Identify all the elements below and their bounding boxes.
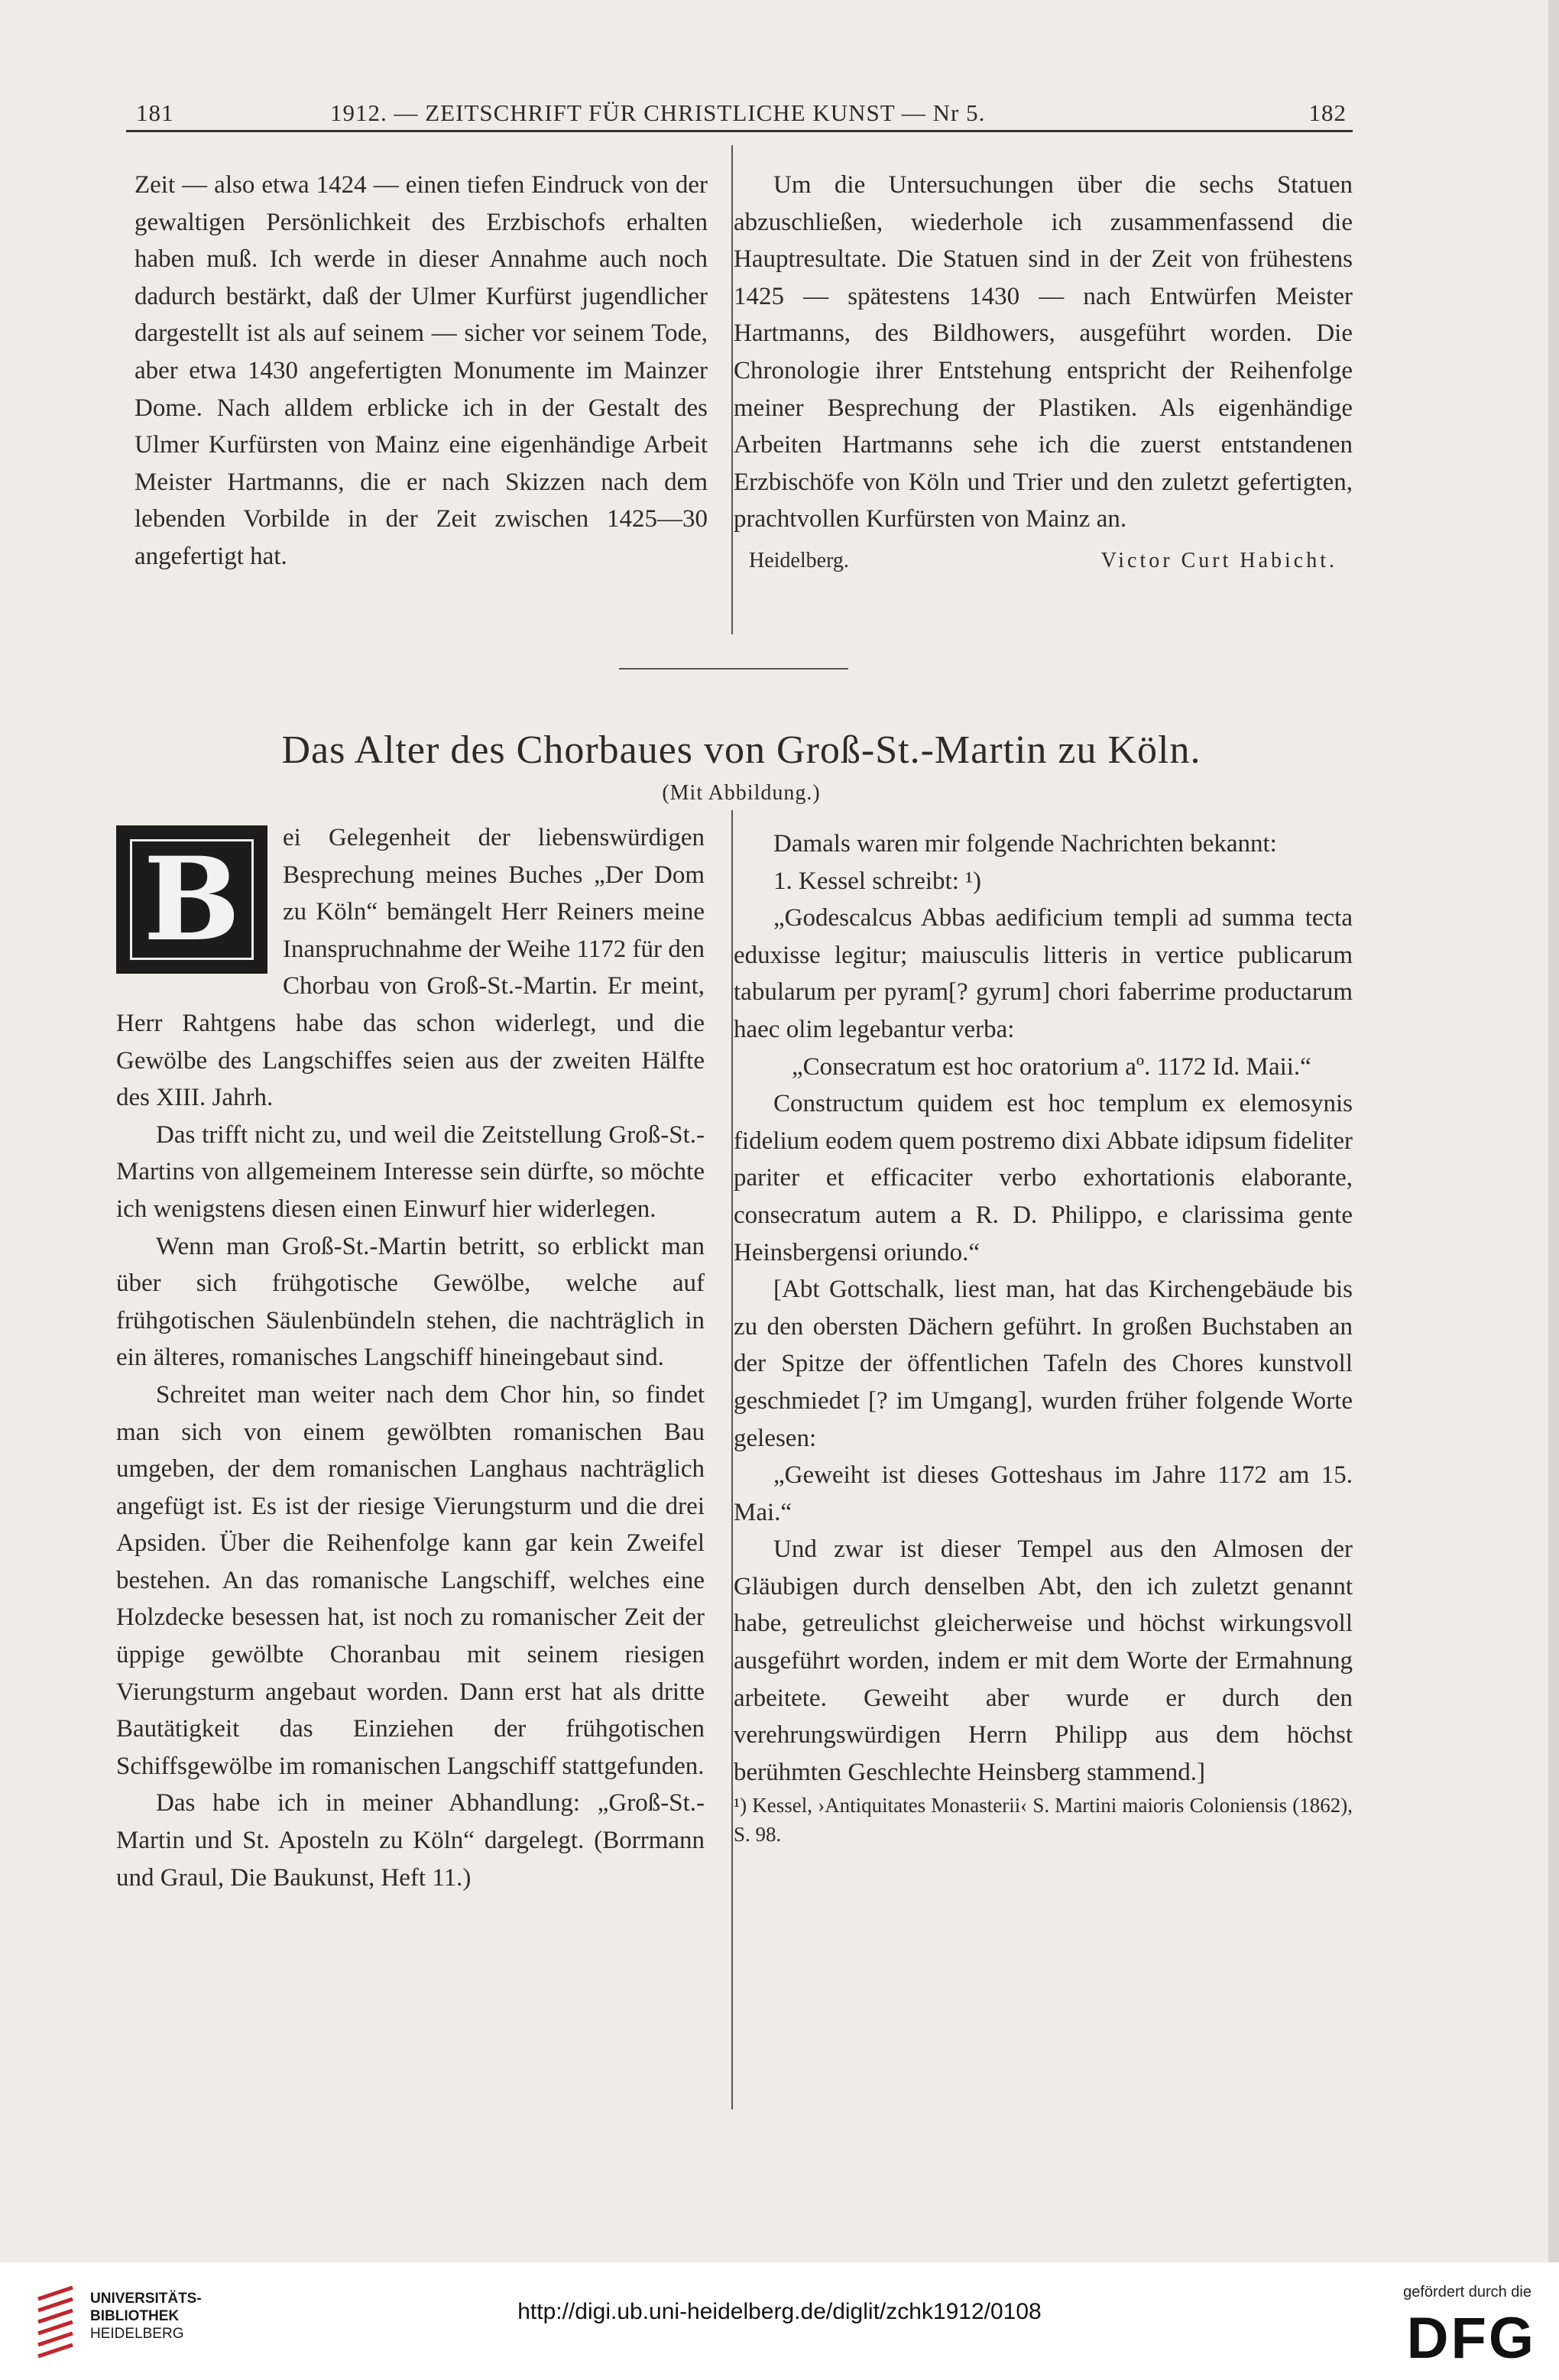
signature xyxy=(734,543,1353,580)
paragraph: Schreitet man weiter nach dem Chor hin, so findet man sich von einem gewölbten romanischen Bau umgeben, der dem romanischen Langhaus nachträglich angefügt ist. Es ist der riesige Vierungsturm und die drei Apsiden. Über die Reihenfolge kann gar kein Zweifel bestehen. An das romanische Langschiff, welches eine Holzdecke besessen hat, ist noch zu romanischer Zeit der üppige gewölbte Choranbau mit seinem riesigen Vierungsturm angebaut worden. Dann erst hat als dritte Bautätigkeit das Einziehen der frühgotischen Schiffsgewölbe im romanischen Langschiff stattgefunden. xyxy=(116,1380,705,1780)
footnote: ¹) Kessel, ›Antiquitates Monasterii‹ S. Martini maioris Coloniensis (1862), S. 98. xyxy=(734,1794,1353,1847)
paragraph: „Godescalcus Abbas aedificium templi ad summa tecta eduxisse legitur; maiusculis litteris in vertice publicarum tabularum per pyram[? gyrum] chori faberrime productarum haec olim legebantur verba: xyxy=(734,904,1353,1043)
dropcap-initial xyxy=(116,825,267,974)
library-name: UNIVERSITÄTS- BIBLIOTHEK HEIDELBERG xyxy=(90,2291,202,2342)
funding-label: gefördert durch die xyxy=(1403,2284,1531,2301)
signature-place: Heidelberg. xyxy=(749,548,849,572)
digitization-footer xyxy=(0,2262,1559,2380)
article-right-column xyxy=(734,825,1353,1849)
paragraph: 1. Kessel schreibt: ¹) xyxy=(773,867,981,895)
source-url[interactable]: http://digi.ub.uni-heidelberg.de/diglit/zchk1912/0108 xyxy=(517,2299,1042,2324)
paragraph: Damals waren mir folgende Nachrichten bekannt: xyxy=(773,830,1277,858)
paragraph: [Abt Gottschalk, liest man, hat das Kirchengebäude bis zu den obersten Dächern geführt. In großen Buchstaben an der Spitze der öffentlichen Tafeln des Chores kunstvoll geschmiedet [? im Umgang], wurden früher folgende Worte gelesen: xyxy=(734,1276,1353,1452)
paragraph: Das habe ich in meiner Abhandlung: „Groß-St.-Martin und St. Aposteln zu Köln“ dargelegt. (Borrmann und Graul, Die Baukunst, Heft 11.) xyxy=(116,1789,705,1892)
article-left-column xyxy=(116,819,705,1896)
paragraph: „Geweiht ist dieses Gotteshaus im Jahre 1172 am 15. Mai.“ xyxy=(734,1461,1353,1526)
page-edge xyxy=(1548,0,1559,2262)
column-divider-bottom xyxy=(731,810,733,2109)
article-title: Das Alter des Chorbaues von Groß-St.-Martin zu Köln. xyxy=(281,728,1201,772)
paragraph: Wenn man Groß-St.-Martin betritt, so erblickt man über sich frühgotische Gewölbe, welche auf frühgotischen Säulenbündeln stehen, die nachträglich in ein älteres, romanisches Langschiff hineingebaut sind. xyxy=(116,1232,705,1372)
dropcap-frame xyxy=(130,832,254,967)
paragraph: Und zwar ist dieser Tempel aus den Almosen der Gläubigen durch denselben Abt, den ich zuletzt genannt habe, getreulichst gleicherweise und höchst wirkungsvoll ausgeführt worden, indem er mit dem Worte der Ermahnung arbeitete. Geweiht aber wurde er durch den verehrungswürdigen Herrn Philipp aus dem höchst berühmten Geschlechte Heinsberg stammend.] xyxy=(734,1535,1353,1786)
running-header xyxy=(130,93,1353,131)
dfg-logo: DFG xyxy=(1406,2306,1536,2371)
dropcap-letter: B xyxy=(143,832,241,967)
column-divider-top xyxy=(731,145,733,634)
paragraph: Constructum quidem est hoc templum ex elemosynis fidelium eodem quem postremo dixi Abbate idipsum fideliter pariter et efficaciter verbo exhortationis elaborante, consecratum autem a R. D. Philippo, e clarissima gente Heinsbergensi oriundo.“ xyxy=(734,1090,1353,1266)
page-number-left: 181 xyxy=(136,99,174,126)
header-rule xyxy=(126,130,1353,132)
signature-author: Victor Curt Habicht. xyxy=(1100,548,1337,572)
paragraph: Zeit — also etwa 1424 — einen tiefen Eindruck von der gewaltigen Persönlichkeit des Erzbischofs erhalten haben muß. Ich werde in dieser Annahme auch noch dadurch bestärkt, daß der Ulmer Kurfürst jugendlicher dargestellt ist als auf seinem — sicher vor seinem Tode, aber etwa 1430 angefertigten Monumente im Mainzer Dome. Nach alldem erblicke ich in der Gestalt des Ulmer Kurfürsten von Mainz eine eigenhändige Arbeit Meister Hartmanns, die er nach Skizzen nach dem lebenden Vorbilde in der Zeit zwischen 1425—30 angefertigt hat. xyxy=(135,171,708,570)
paragraph: ei Gelegenheit der liebenswürdigen Besprechung meines Buches „Der Dom zu Köln“ bemängelt Herr Reiners meine Inanspruchnahme der Weihe 1172 für den Chorbau von Groß-St.-Martin. Er meint, Herr Rahtgens habe das schon widerlegt, und die Gewölbe des Langschiffes seien aus der zweiten Hälfte des XIII. Jahrh. xyxy=(116,824,705,1112)
page-number-right: 182 xyxy=(1308,99,1347,126)
article-separator xyxy=(619,668,848,670)
running-title: 1912. — ZEITSCHRIFT FÜR CHRISTLICHE KUNST — Nr 5. xyxy=(330,99,986,126)
article-subtitle: (Mit Abbildung.) xyxy=(662,781,821,805)
paragraph: Um die Untersuchungen über die sechs Statuen abzuschließen, wiederhole ich zusammenfassend die Hauptresultate. Die Statuen sind in der Zeit von frühestens 1425 — spätestens 1430 — nach Entwürfen Meister Hartmanns, des Bildhowers, ausgeführt worden. Die Chronologie ihrer Entstehung entspricht der Reihenfolge meiner Besprechung der Plastiken. Als eigenhändige Arbeiten Hartmanns sehe ich die zuerst entstandenen Erzbischöfe von Köln und Trier und den zuletzt gefertigten, prachtvollen Kurfürsten von Mainz an. xyxy=(734,171,1353,533)
previous-article-left-column xyxy=(135,167,708,576)
paragraph: Das trifft nicht zu, und weil die Zeitstellung Groß-St.-Martins von allgemeinem Interesse sein dürfte, so möchte ich wenigstens diesen einen Einwurf hier widerlegen. xyxy=(116,1120,705,1223)
paragraph: „Consecratum est hoc oratorium aº. 1172 Id. Maii.“ xyxy=(792,1052,1311,1081)
previous-article-right-column xyxy=(734,167,1353,580)
